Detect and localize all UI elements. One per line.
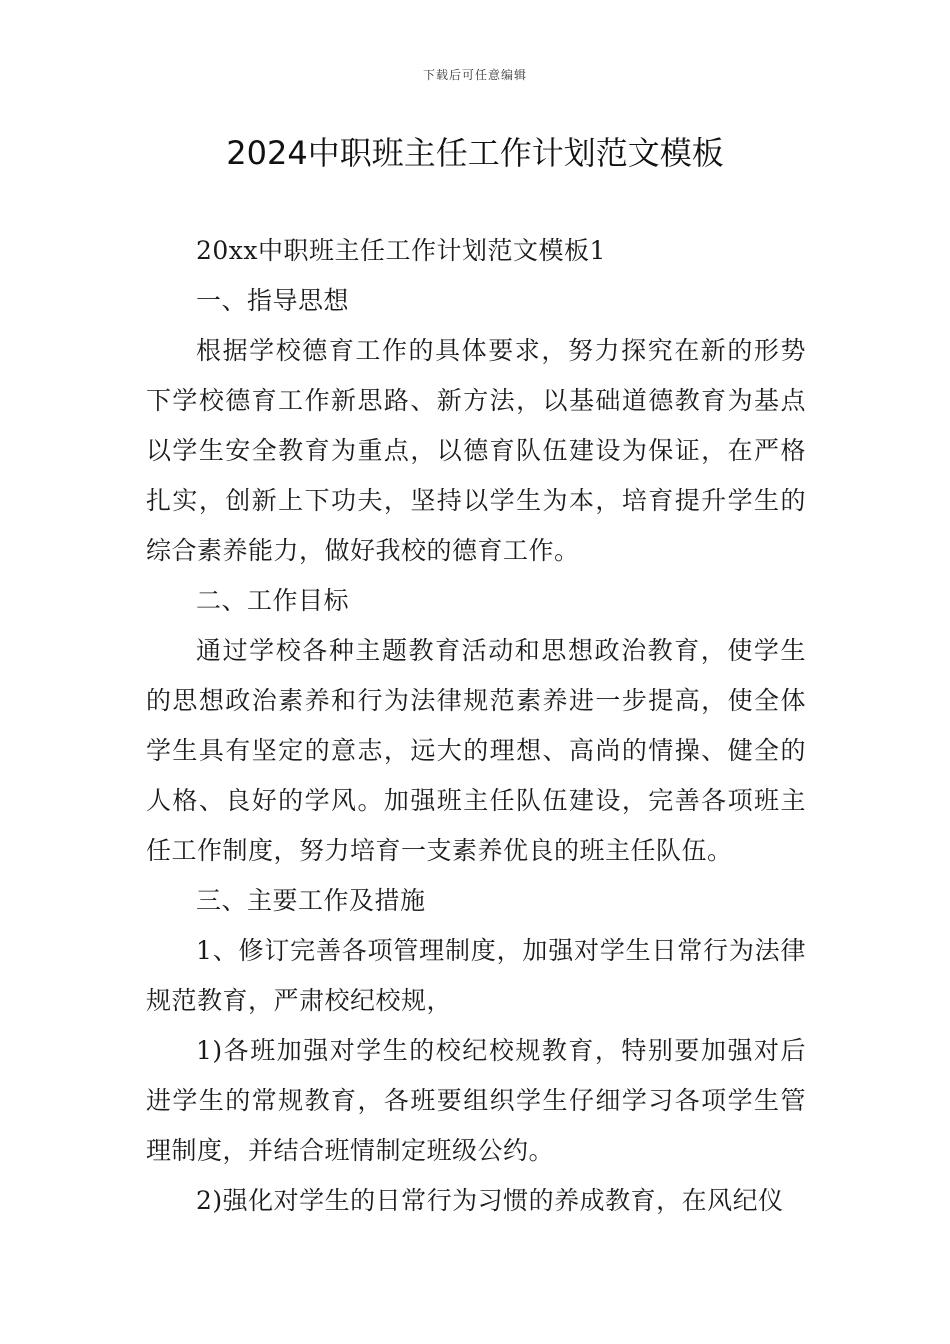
document-body xyxy=(146,226,806,1226)
section-heading-main-work: 三、主要工作及措施 xyxy=(196,886,426,915)
subtitle-paragraph: 20xx中职班主任工作计划范文模板1 xyxy=(196,236,606,265)
section-heading-guiding-ideology: 一、指导思想 xyxy=(196,286,350,315)
body-paragraph: 根据学校德育工作的具体要求，努力探究在新的形势下学校德育工作新思路、新方法，以基础道德教育为基点以学生安全教育为重点，以德育队伍建设为保证，在严格扎实，创新上下功夫，坚持以学生为本，培育提升学生的综合素养能力，做好我校的德育工作。 xyxy=(146,336,806,565)
body-paragraph: 通过学校各种主题教育活动和思想政治教育，使学生的思想政治素养和行为法律规范素养进一步提高，使全体学生具有坚定的意志，远大的理想、高尚的情操、健全的人格、良好的学风。加强班主任队伍建设，完善各项班主任工作制度，努力培育一支素养优良的班主任队伍。 xyxy=(146,636,806,865)
section-heading-work-goals: 二、工作目标 xyxy=(196,586,350,615)
page-header-note: 下载后可任意编辑 xyxy=(422,68,527,82)
body-paragraph: 2)强化对学生的日常行为习惯的养成教育，在风纪仪 xyxy=(196,1186,784,1215)
body-paragraph: 1)各班加强对学生的校纪校规教育，特别要加强对后进学生的常规教育，各班要组织学生仔细学习各项学生管理制度，并结合班情制定班级公约。 xyxy=(146,1036,806,1165)
document-title: 2024中职班主任工作计划范文模板 xyxy=(226,134,724,172)
body-paragraph: 1、修订完善各项管理制度，加强对学生日常行为法律规范教育，严肃校纪校规， xyxy=(146,936,806,1015)
